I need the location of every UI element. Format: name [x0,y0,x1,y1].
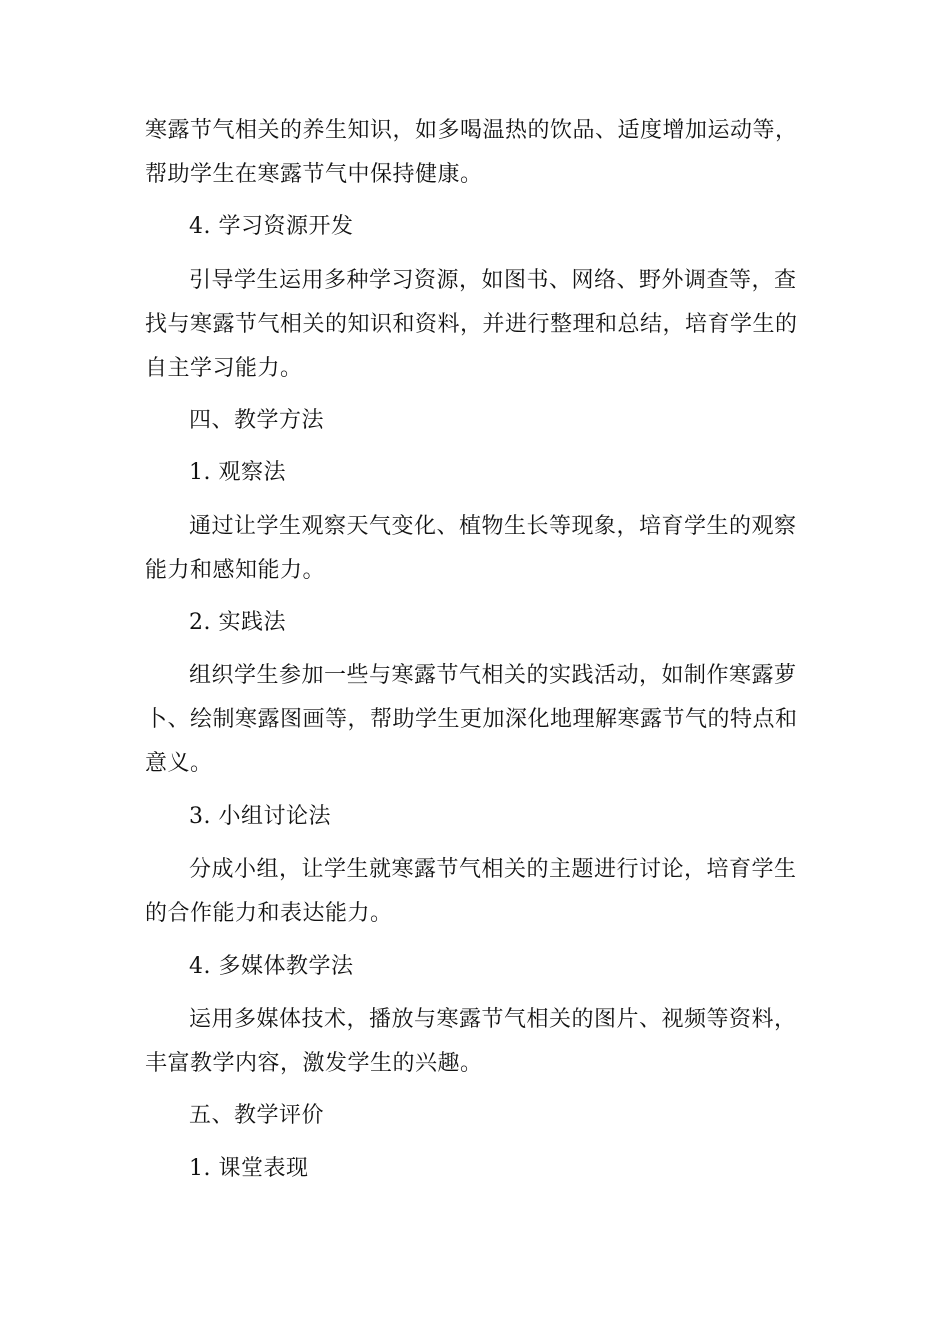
paragraph-line: 的合作能力和表达能力。 [145,901,393,926]
section-heading: 1. 课堂表现 [189,1156,309,1181]
paragraph-line: 自主学习能力。 [145,356,303,381]
paragraph-line: 帮助学生在寒露节气中保持健康。 [145,162,483,187]
paragraph-line: 卜、绘制寒露图画等，帮助学生更加深化地理解寒露节气的特点和 [145,707,798,732]
section-heading: 3. 小组讨论法 [189,804,331,829]
section-heading: 四、教学方法 [189,408,325,433]
paragraph-line: 找与寒露节气相关的知识和资料，并进行整理和总结，培育学生的 [145,312,798,337]
paragraph-line: 寒露节气相关的养生知识，如多喝温热的饮品、适度增加运动等， [145,118,798,143]
section-heading: 4. 学习资源开发 [189,214,354,239]
paragraph-line: 丰富教学内容，激发学生的兴趣。 [145,1051,483,1076]
section-heading: 4. 多媒体教学法 [189,954,354,979]
paragraph-line: 通过让学生观察天气变化、植物生长等现象，培育学生的观察 [189,514,797,539]
paragraph-line: 运用多媒体技术，播放与寒露节气相关的图片、视频等资料， [189,1007,797,1032]
section-heading: 1. 观察法 [189,460,286,485]
section-heading: 五、教学评价 [189,1103,325,1128]
paragraph-line: 能力和感知能力。 [145,558,326,583]
section-heading: 2. 实践法 [189,610,286,635]
paragraph-line: 意义。 [145,751,213,776]
paragraph-line: 引导学生运用多种学习资源，如图书、网络、野外调查等，查 [189,268,797,293]
paragraph-line: 组织学生参加一些与寒露节气相关的实践活动，如制作寒露萝 [189,663,797,688]
paragraph-line: 分成小组，让学生就寒露节气相关的主题进行讨论，培育学生 [189,857,797,882]
